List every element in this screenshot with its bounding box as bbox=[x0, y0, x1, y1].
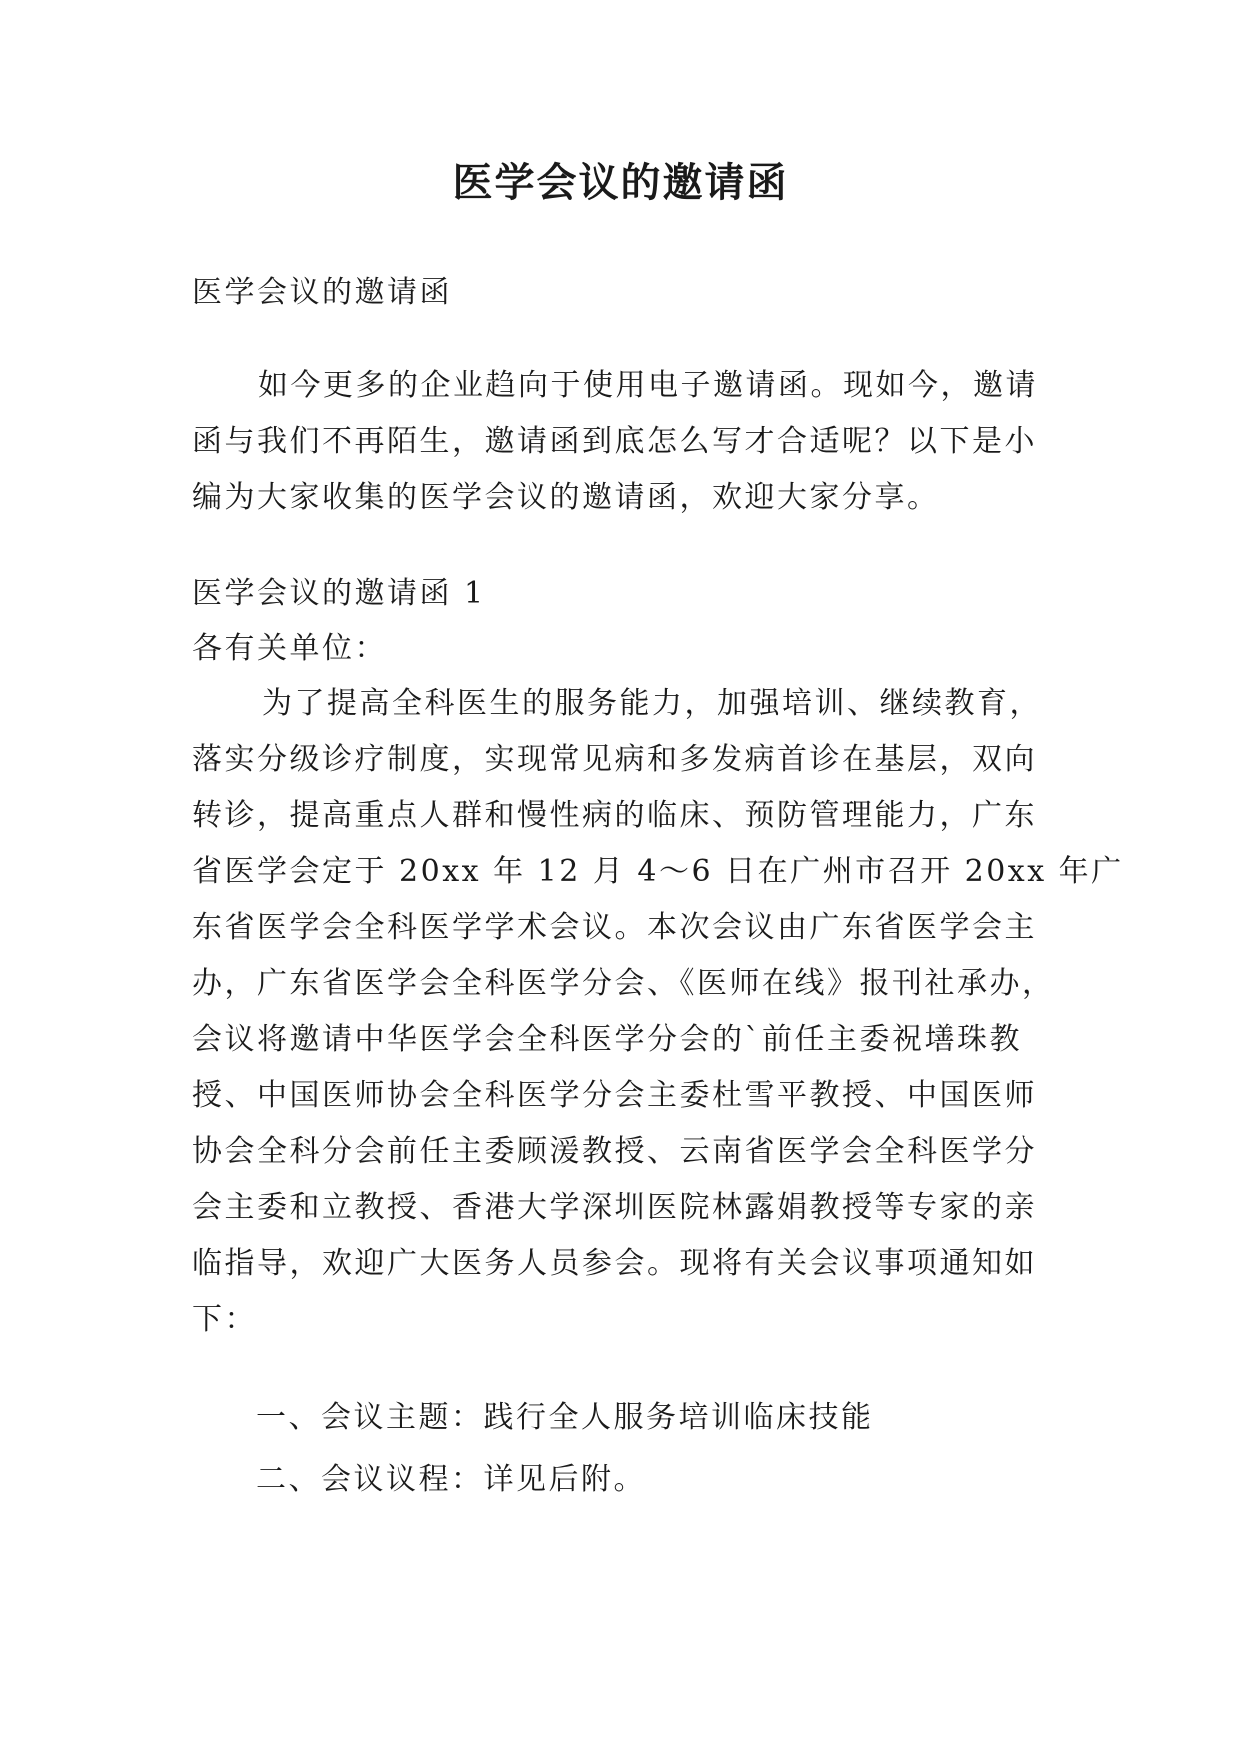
body-line: 下： bbox=[192, 1302, 257, 1337]
document-subtitle bbox=[192, 265, 1054, 321]
body-line: 省医学会定于 20xx 年 12 月 4～6 日在广州市召开 20xx 年广 bbox=[192, 854, 1124, 889]
body-line: 会议将邀请中华医学会全科医学分会的`前任主委祝墡珠教 bbox=[192, 1022, 1022, 1057]
body-line: 办，广东省医学会全科医学分会、《医师在线》报刊社承办， bbox=[192, 966, 1055, 1001]
intro-line: 函与我们不再陌生，邀请函到底怎么写才合适呢？以下是小 bbox=[192, 424, 1037, 459]
agenda-item: 一、会议主题：践行全人服务培训临床技能 bbox=[256, 1400, 874, 1435]
body-line: 临指导，欢迎广大医务人员参会。现将有关会议事项通知如 bbox=[192, 1246, 1037, 1281]
document-title: 医学会议的邀请函 bbox=[452, 159, 789, 206]
body-line: 为了提高全科医生的服务能力，加强培训、继续教育， bbox=[262, 686, 1042, 721]
intro-line: 如今更多的企业趋向于使用电子邀请函。现如今，邀请 bbox=[258, 368, 1038, 403]
section-heading-text: 医学会议的邀请函 1 bbox=[192, 576, 486, 611]
body-line: 落实分级诊疗制度，实现常见病和多发病首诊在基层，双向 bbox=[192, 742, 1037, 777]
section-heading bbox=[192, 566, 1054, 622]
salutation-text: 各有关单位： bbox=[192, 631, 387, 666]
body-line: 会主委和立教授、香港大学深圳医院林露娟教授等专家的亲 bbox=[192, 1190, 1037, 1225]
intro-line: 编为大家收集的医学会议的邀请函，欢迎大家分享。 bbox=[192, 480, 940, 515]
body-line: 转诊，提高重点人群和慢性病的临床、预防管理能力，广东 bbox=[192, 798, 1037, 833]
subtitle-text: 医学会议的邀请函 bbox=[192, 275, 452, 310]
body-line: 授、中国医师协会全科医学分会主委杜雪平教授、中国医师 bbox=[192, 1078, 1037, 1113]
body-line: 协会全科分会前任主委顾湲教授、云南省医学会全科医学分 bbox=[192, 1134, 1037, 1169]
body-line: 东省医学会全科医学学术会议。本次会议由广东省医学会主 bbox=[192, 910, 1037, 945]
body-paragraph bbox=[192, 676, 1124, 1348]
agenda-list bbox=[192, 1390, 1054, 1508]
intro-paragraph bbox=[192, 358, 1054, 526]
salutation bbox=[192, 621, 1054, 677]
agenda-item: 二、会议议程：详见后附。 bbox=[256, 1462, 646, 1497]
